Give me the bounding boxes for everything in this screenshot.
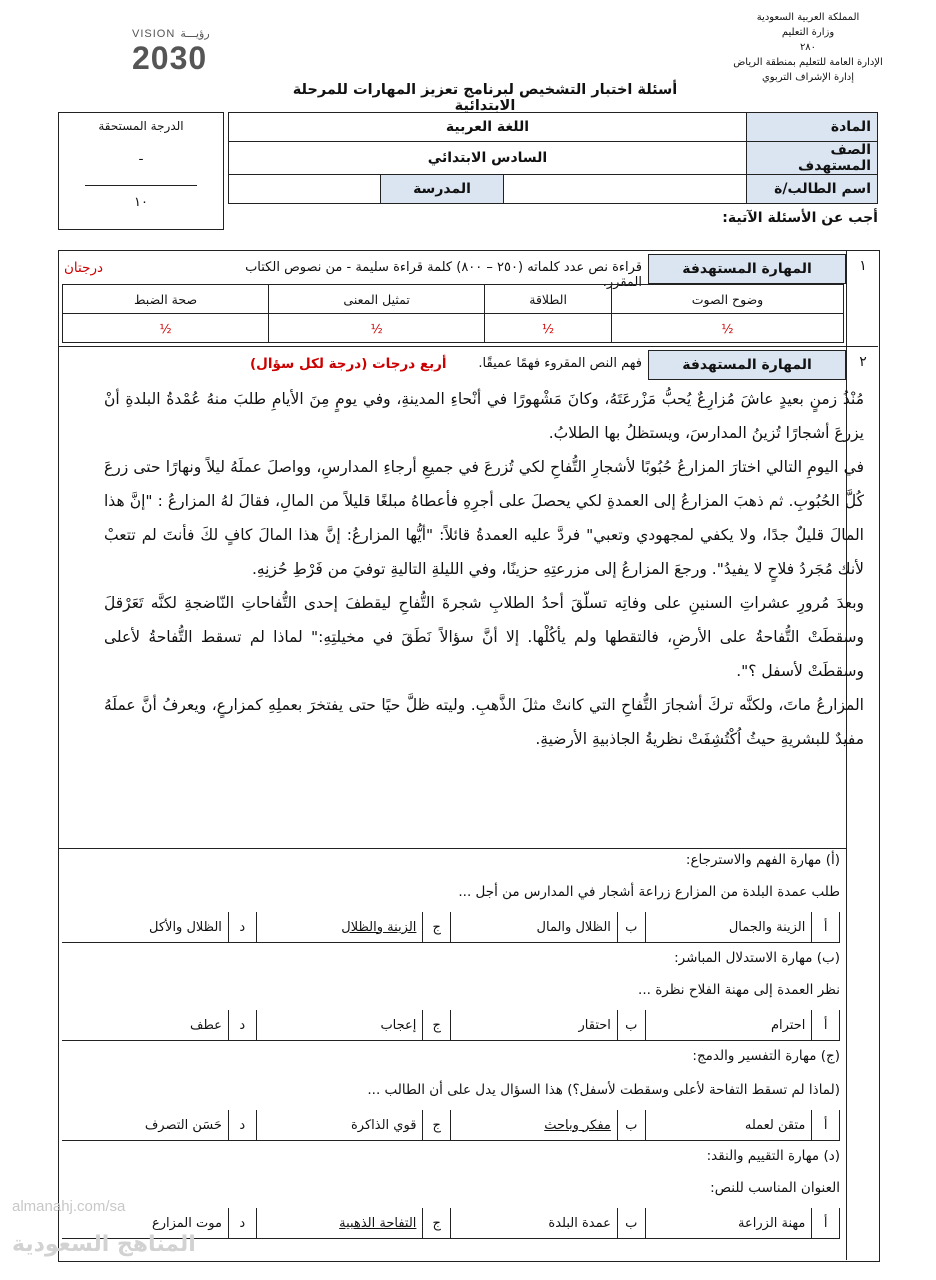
question-number: ١ <box>859 258 867 274</box>
option-letter: ب <box>617 1208 645 1239</box>
option-letter: ب <box>617 1010 645 1041</box>
grade-label: الصف المستهدف <box>747 142 878 175</box>
option-letter: د <box>228 1110 256 1141</box>
option-a3[interactable]: الزينة والظلال <box>256 912 423 943</box>
question-divider <box>58 346 878 347</box>
info-table <box>228 112 878 204</box>
target-skill-label: المهارة المستهدفة <box>648 254 846 284</box>
grade-value: السادس الابتدائي <box>229 142 747 175</box>
options-b <box>62 1010 840 1041</box>
vision-word: VISION <box>132 28 176 40</box>
option-letter: ج <box>423 912 451 943</box>
header-line: المملكة العربية السعودية <box>756 12 860 23</box>
criterion: الطلاقة <box>485 285 612 314</box>
sub-stem-c: (لماذا لم تسقط التفاحة لأعلى وسقطت لأسفل؟) هذا السؤال يدل على أن الطالب ... <box>367 1082 840 1098</box>
option-c3[interactable]: قوي الذاكرة <box>256 1110 423 1141</box>
watermark-name: المناهج السعودية <box>12 1232 196 1257</box>
sub-skill-d: (د) مهارة التقييم والنقد: <box>706 1148 840 1164</box>
option-d2[interactable]: عمدة البلدة <box>451 1208 618 1239</box>
subject-value: اللغة العربية <box>229 113 747 142</box>
watermark-url: almanahj.com/sa <box>12 1198 126 1215</box>
option-b1[interactable]: احترام <box>645 1010 812 1041</box>
option-letter: ج <box>423 1208 451 1239</box>
sub-skill-a: (أ) مهارة الفهم والاسترجاع: <box>685 852 840 868</box>
option-letter: د <box>228 1208 256 1239</box>
option-letter: أ <box>812 912 840 943</box>
option-a2[interactable]: الظلال والمال <box>451 912 618 943</box>
grade-box-mark: ـ <box>139 149 143 163</box>
sub-stem-d: العنوان المناسب للنص: <box>710 1180 840 1196</box>
vision-year: 2030 <box>132 40 208 76</box>
grade-box <box>58 112 224 230</box>
option-a4[interactable]: الظلال والأكل <box>62 912 228 943</box>
target-skill-text: فهم النص المقروء فهمًا عميقًا. <box>478 356 642 371</box>
option-c2[interactable]: مفكر وباحث <box>451 1110 618 1141</box>
option-d3[interactable]: التفاحة الذهبية <box>256 1208 423 1239</box>
option-letter: ب <box>617 912 645 943</box>
option-letter: أ <box>812 1110 840 1141</box>
sub-skill-b: (ب) مهارة الاستدلال المباشر: <box>674 950 840 966</box>
reading-criteria-table <box>62 284 844 343</box>
page-title: أسئلة اختبار التشخيص لبرنامج تعزيز المهارات للمرحلة الابتدائية <box>292 82 678 114</box>
sub-stem-a: طلب عمدة البلدة من المزارع زراعة أشجار في المدارس من أجل ... <box>458 884 840 900</box>
option-a1[interactable]: الزينة والجمال <box>645 912 812 943</box>
option-d1[interactable]: مهنة الزراعة <box>645 1208 812 1239</box>
points-label: درجتان <box>64 260 103 276</box>
school-label: المدرسة <box>381 175 504 204</box>
answer-instruction: أجب عن الأسئلة الآتية: <box>722 210 878 226</box>
criterion: وضوح الصوت <box>611 285 843 314</box>
subject-label: المادة <box>747 113 878 142</box>
school-field[interactable] <box>229 175 381 204</box>
sub-stem-b: نظر العمدة إلى مهنة الفلاح نظرة ... <box>638 982 840 998</box>
question-number: ٢ <box>859 354 867 370</box>
criterion-score: ½ <box>485 314 612 343</box>
option-c1[interactable]: متقن لعمله <box>645 1110 812 1141</box>
option-b3[interactable]: إعجاب <box>256 1010 423 1041</box>
passage-paragraph: في اليومِ التالي اختارَ المزارعُ حُبُوبًا لأشجارِ التُّفاحِ لكي تُزرعَ في جميعِ أرجاءِ المدارسِ، وواصلَ عملَهُ ليلاً ونهارًا حتى زرعَ كُلَّ الحُبُوبِ. ثم ذهبَ المزارعُ إلى العمدةِ لكي يحصلَ على أجرِهِ فأعطاهُ مبلغًا قليلاً من المالِ، فقالَ لهُ المزارعُ : "إنَّ هذا المالَ قليلٌ جدًا، ولا يكفي لمجهودي وتعبي" فردَّ عليه العمدةُ قائلاً: "أيُّها المزارعُ: إنَّ هذا المالَ كافٍ لكَ فأنتَ لم تتعبْ لأنك مُجَردُ فلاحٍ لا يفيدُ". ورجعَ المزارعُ إلى مزرعتِهِ حزينًا، وفي الليلةِ التاليةِ توفيَ من فَرْطِ حُزنِهِ. <box>104 458 864 578</box>
target-skill-label: المهارة المستهدفة <box>648 350 846 380</box>
options-c <box>62 1110 840 1141</box>
options-a <box>62 912 840 943</box>
option-b4[interactable]: عطف <box>62 1010 228 1041</box>
criterion-score: ½ <box>611 314 843 343</box>
criterion: صحة الضبط <box>63 285 269 314</box>
criterion-score: ½ <box>63 314 269 343</box>
student-name-field[interactable] <box>504 175 747 204</box>
header-line: وزارة التعليم <box>781 27 835 38</box>
student-name-label: اسم الطالب/ة <box>747 175 878 204</box>
option-letter: ج <box>423 1110 451 1141</box>
option-c4[interactable]: حَسَن التصرف <box>62 1110 228 1141</box>
option-b2[interactable]: احتقار <box>451 1010 618 1041</box>
points-label: أربع درجات (درجة لكل سؤال) <box>250 356 447 372</box>
grade-box-total: ١٠ <box>134 195 148 210</box>
ministry-header <box>708 10 908 85</box>
passage-paragraph: وبعدَ مُرورِ عشراتِ السنينِ على وفاتِه تسلّقَ أحدُ الطلابِ شجرةَ التُّفاحِ ليقطفَ إحدى التُّفاحاتِ النّاضجةِ لكنَّه تَعَرْقلَ وسقطَتْ التُّفاحةُ على الأرضِ، فالتقطها ولم يأكُلْها. إلا أنَّ سؤالاً نَطَقَ في مخيلتِهِ:" لماذا لم تسقط التُّفاحةُ لأعلى وسقطَتْ لأسفل ؟". <box>104 594 864 680</box>
option-letter: ج <box>423 1010 451 1041</box>
option-letter: ب <box>617 1110 645 1141</box>
header-line: ٢٨٠ <box>799 42 817 53</box>
section-divider <box>58 848 846 849</box>
option-letter: د <box>228 912 256 943</box>
passage-paragraph: المزارعُ ماتَ، ولكنَّه تركَ أشجارَ التُّفاحِ التي كانتْ مثلَ الذَّهبِ. وليته ظلَّ حيًا حتى يفتخرَ بعملِهِ كمزارعٍ، ويعرفُ أنَّ عملَهُ مفيدٌ للبشريةِ حيثُ اُكْتُشِفَتْ نظريةُ الجاذبيةِ الأرضيةِ. <box>104 696 864 748</box>
grade-box-divider <box>85 185 197 186</box>
header-line: إدارة الإشراف التربوي <box>761 72 855 83</box>
sub-skill-c: (ج) مهارة التفسير والدمج: <box>692 1048 840 1064</box>
reading-passage <box>104 382 864 756</box>
option-letter: د <box>228 1010 256 1041</box>
vision-arabic: رؤيـــة <box>180 28 210 40</box>
option-letter: أ <box>812 1010 840 1041</box>
criterion: تمثيل المعنى <box>269 285 485 314</box>
option-d4[interactable]: موت المزارع <box>62 1208 228 1239</box>
criterion-score: ½ <box>269 314 485 343</box>
vision-2030-logo <box>132 22 232 82</box>
passage-paragraph: مُنْذُ زمنٍ بعيدٍ عاشَ مُزارِعٌ يُحبُّ مَزْرعَتَهُ، وكانَ مَشْهورًا في أنْحاءِ المدينةِ، وفي يومٍ مِنَ الأيامِ طلبَ منهُ عُمْدةُ البلدةِ أنْ يزرعَ أشجارًا تُزينُ المدارسَ، ويستظلُ بها الطلابُ. <box>104 390 864 442</box>
grade-box-label: الدرجة المستحقة <box>98 119 184 133</box>
header-line: الإدارة العامة للتعليم بمنطقة الرياض <box>733 57 883 68</box>
option-letter: أ <box>812 1208 840 1239</box>
target-skill-text: قراءة نص عدد كلماته (٢٥٠ – ٨٠٠) كلمة قراءة سليمة - من نصوص الكتاب المقرر. <box>245 260 642 290</box>
